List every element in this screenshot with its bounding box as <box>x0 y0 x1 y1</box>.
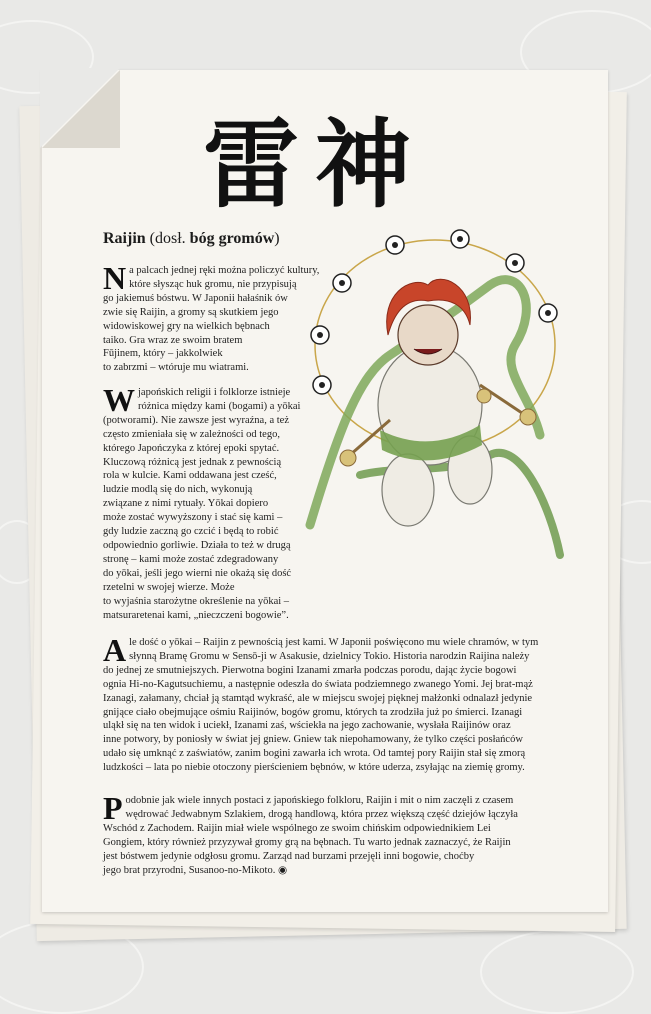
heading-name: Raijin <box>103 230 146 247</box>
paragraph-2 <box>103 382 313 622</box>
text-line: gdy ludzie zaczną go czcić i będą to robić <box>103 526 279 538</box>
text-line: matsuraretenai kami, „nieczczeni bogowie”. <box>103 609 289 621</box>
text-line: to wyjaśnia starożytne określenie na yōkai – <box>103 595 290 607</box>
text-line: taiko. Gra wraz ze swoim bratem <box>103 334 243 346</box>
text-line: związane z nimi rytuały. Yōkai dopiero <box>103 498 269 510</box>
text-line: rola w kulcie. Kami oddawana jest cześć, <box>103 470 277 482</box>
text-line: inne potwory, by poniosły w świat jej gniew. Gniew tak niepohamowany, że tylko części posłańców <box>103 734 523 746</box>
text-line: to zabrzmi – wtóruje mu wiatrami. <box>103 362 249 374</box>
text-line: do yōkai, jeśli jego wierni nie okażą się dość <box>103 567 292 579</box>
kanji-title-text: 雷神 <box>203 110 427 210</box>
text-line: rzetelni w swojej wierze. Może <box>103 581 235 593</box>
text-line: stronę – kami może zostać zdegradowany <box>103 553 279 565</box>
text-line: słynną Bramę Gromu w Sensō-ji w Asakusie, dzielnicy Tokio. Historia narodzin Raijina należy <box>129 650 530 662</box>
drop-cap: W <box>103 382 135 418</box>
drumstick-ball <box>340 450 356 466</box>
kanji-title <box>190 110 440 210</box>
text-line: które słysząc huk gromu, nie przypisują <box>129 278 297 290</box>
text-line: Kluczową różnicą jest jednak z pewnością <box>103 456 282 468</box>
text-line: gnijące ciało obejmujące ośmiu Raijinów, bogów gromu, których ta zrodziła już po śmierci. Izanagi <box>103 706 523 718</box>
text-line: le dość o yōkai – Raijin z pewnością jest kami. W Japonii poświęcono mu wiele chramów, w tym <box>129 637 539 648</box>
text-line: do jednej ze smutniejszych. Pierwotna bogini Izanami zmarła podczas porodu, dając życie bogowi <box>103 664 517 676</box>
drop-cap: A <box>103 632 127 668</box>
text-line: (potworami). Nie zawsze jest wyraźna, a też <box>103 414 289 426</box>
heading-meaning: bóg gromów <box>189 230 275 247</box>
text-line: a palcach jednej ręki można policzyć kultury, <box>129 265 320 276</box>
text-line: zwie się Raijin, a gromy są skutkiem jego <box>103 306 279 318</box>
text-line: widowiskowej gry na wielkich bębnach <box>103 320 270 332</box>
text-line: jest bóstwem jedynie odgłosu gromu. Zarząd nad burzami przejęli inni bogowie, choćby <box>103 850 475 862</box>
text-line: Gongiem, który również przyzywał gromy grą na bębnach. Tu warto jednak zaznaczyć, że Raijin <box>103 836 511 848</box>
drumstick-ball <box>520 409 536 425</box>
text-line: różnica między kami (bogami) a yōkai <box>138 400 301 412</box>
paragraph-3 <box>103 632 573 775</box>
text-line: Wschód z Zachodem. Raijin miał wiele wspólnego ze swoim chińskim odpowiednikiem Lei <box>103 822 491 834</box>
heading-close: ) <box>274 230 280 247</box>
background-cloud <box>480 930 634 1014</box>
text-line: którego Japończyka z której epoki spytać. <box>103 442 280 454</box>
text-line: wędrować Jedwabnym Szlakiem, drogą handlową, która przez większą część dziejów łączyła <box>125 808 518 820</box>
drop-cap: P <box>103 790 123 826</box>
text-line: go jakiemuś bóstwu. W Japonii hałaśnik ów <box>103 292 288 304</box>
text-line: jego brat przyrodni, Susanoo-no-Mikoto. ◉ <box>103 864 288 876</box>
raijin-illustration <box>300 225 570 585</box>
raijin-leg <box>382 454 434 526</box>
text-line: udało się umknąć z zaświatów, zanim bogini zawarła ich wrota. Od tamtej pory Raijin stał się zmorą <box>103 748 526 760</box>
article-heading <box>103 230 280 248</box>
text-line: ludzie modlą się do nich, wykonują <box>103 484 253 496</box>
raijin-face <box>398 305 458 365</box>
text-line: japońskich religii i folklorze istnieje <box>138 387 291 398</box>
text-line: odpowiednio gorliwie. Działa to też w drugą <box>103 539 291 551</box>
drumstick-ball <box>477 389 491 403</box>
text-line: Fūjinem, który – jakkolwiek <box>103 348 223 360</box>
text-line: ludzkości – lata po niebie otoczony pierścieniem bębnów, w które uderza, zsyłając na ziemię gromy. <box>103 762 525 774</box>
page-curl <box>42 70 120 148</box>
paragraph-1 <box>103 260 320 375</box>
text-line: uląkł się na ten widok i uciekł, Izanami zaś, wściekła na jego zachowanie, wysłała Raijinów oraz <box>103 720 511 732</box>
heading-middle: (dosł. <box>145 230 190 247</box>
text-line: ognia Hi-no-Kagutsuchiemu, a następnie odeszła do świata podziemnego zwanego Yomi. Jej brat-mąż <box>103 678 533 690</box>
text-line: często zmieniała się w zależności od tego, <box>103 428 280 440</box>
text-line: odobnie jak wiele innych postaci z japońskiego folkloru, Raijin i mit o nim zaczęli z czasem <box>125 795 514 806</box>
text-line: Izanagi, załamany, chciał ją stamtąd wykraść, ale w miejscu swojej pięknej małżonki odnalazł jedynie <box>103 692 533 704</box>
drop-cap: N <box>103 260 127 296</box>
paragraph-4 <box>103 790 573 877</box>
text-line: może zostać wywyższony i stać się kami – <box>103 512 283 524</box>
